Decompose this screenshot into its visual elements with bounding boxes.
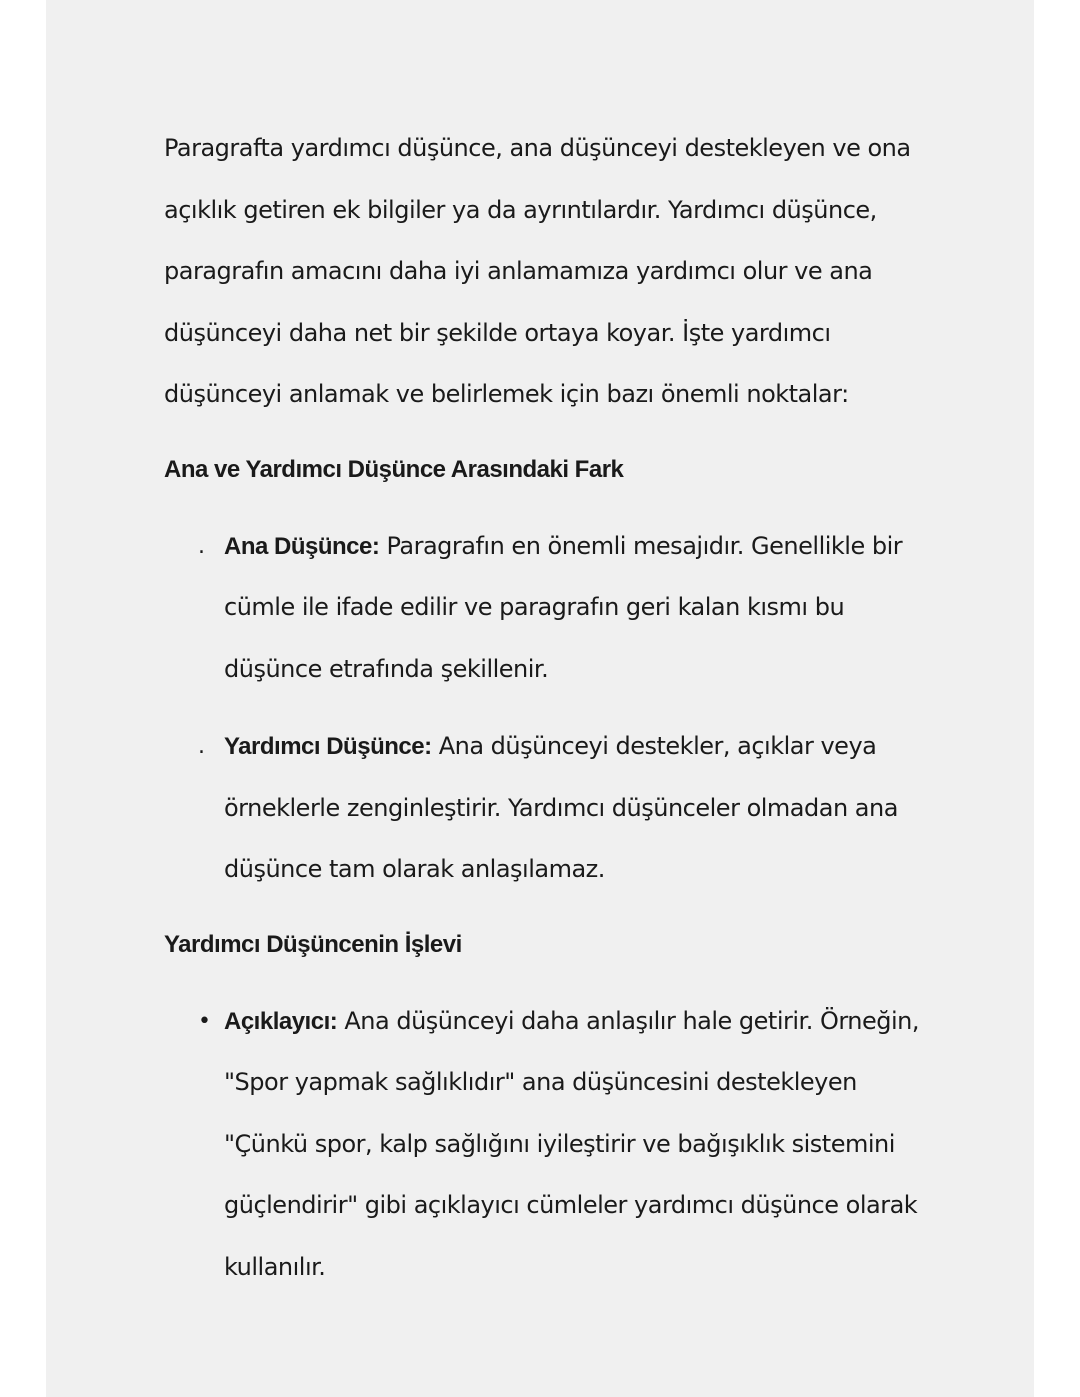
document-page [46, 0, 1034, 1397]
section-heading-difference: Ana ve Yardımcı Düşünce Arasındaki Fark [164, 455, 624, 483]
term-main-idea: Ana Düşünce: [224, 532, 380, 560]
bullet-marker: . [198, 734, 205, 759]
difference-list [164, 516, 924, 901]
list-item-explanatory [164, 991, 924, 1299]
bullet-marker: • [198, 1008, 211, 1034]
definition-main-idea: Paragrafın en önemli mesajıdır. Genellikle bir cümle ile ifade edilir ve paragrafın geri kalan kısmı bu düşünce etrafında şekillenir. [224, 531, 903, 683]
definition-supporting-idea: Ana düşünceyi destekler, açıklar veya örneklerle zenginleştirir. Yardımcı düşünceler olmadan ana düşünce tam olarak anlaşılamaz. [224, 732, 898, 883]
term-supporting-idea: Yardımcı Düşünce: [224, 733, 432, 760]
list-item-supporting-idea [164, 716, 924, 901]
document-content [164, 118, 924, 1314]
function-list [164, 991, 924, 1299]
bullet-marker: . [198, 533, 205, 559]
term-explanatory: Açıklayıcı: [224, 1007, 338, 1035]
intro-paragraph: Paragrafta yardımcı düşünce, ana düşünceyi destekleyen ve ona açıklık getiren ek bilgiler ya da ayrıntılardır. Yardımcı düşünce, paragrafın amacını daha iyi anlamamıza yardımcı olur ve ana düşünceyi daha net bir şekilde ortaya koyar. İşte yardımcı düşünceyi anlamak ve belirlemek için bazı önemli noktalar: [164, 134, 911, 408]
list-item-main-idea [164, 516, 924, 701]
definition-explanatory: Ana düşünceyi daha anlaşılır hale getirir. Örneğin, "Spor yapmak sağlıklıdır" ana düşüncesini destekleyen "Çünkü spor, kalp sağlığını iyileştirir ve bağışıklık sistemini güçlendirir" gibi açıklayıcı cümleler yardımcı düşünce olarak kullanılır. [224, 1006, 920, 1281]
section-heading-function: Yardımcı Düşüncenin İşlevi [164, 930, 462, 958]
